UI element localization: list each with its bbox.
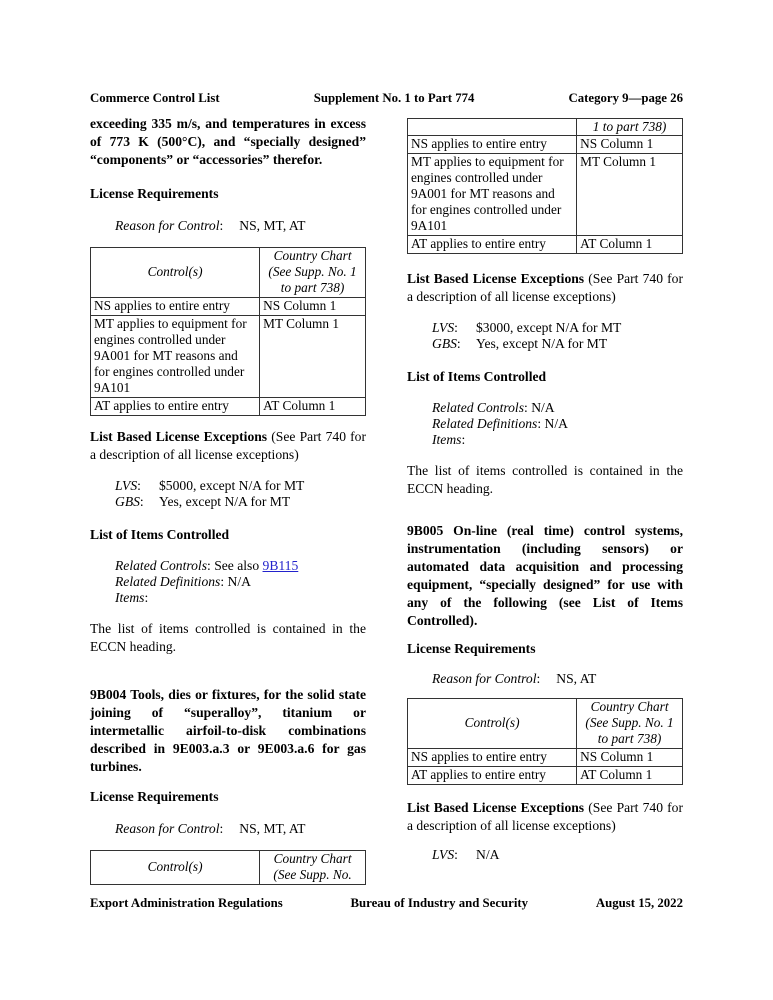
lvs-value: $5000, except N/A for MT: [159, 478, 305, 493]
lvs-key: [432, 320, 476, 336]
related-controls-line: [432, 400, 683, 416]
chart-cell: NS Column 1: [577, 749, 683, 767]
table-header-continuation-row: [408, 119, 683, 136]
colon: :: [456, 336, 461, 351]
eccn-9b003-heading-tail: exceeding 335 m/s, and temperatures in excess of 773 K (500°C), and “specially designed” “components” or “accessories” therefor.: [90, 116, 366, 167]
table-row: [91, 298, 366, 316]
table-row: [408, 154, 683, 236]
control-cell: NS applies to entire entry: [408, 136, 577, 154]
control-cell: AT applies to entire entry: [408, 236, 577, 254]
eccn-9b004-heading: 9B004 Tools, dies or fixtures, for the solid state joining of “superalloy”, titanium or intermetallic airfoil-to-disk combinations described in 9E003.a.3 or 9E003.a.6 for gas turbines.: [90, 687, 366, 774]
list-items-heading-9b003: List of Items Controlled: [90, 527, 230, 542]
lvs-row: [432, 320, 683, 336]
items-line: [432, 432, 683, 448]
control-chart-table-9b004-part2: [407, 118, 683, 254]
colon: :: [220, 574, 225, 589]
control-cell: AT applies to entire entry: [408, 767, 577, 785]
table-header-row: [91, 851, 366, 885]
related-definitions-line: [432, 416, 683, 432]
colon: :: [536, 671, 541, 686]
chart-cell: AT Column 1: [577, 236, 683, 254]
license-requirements-heading-9b005: License Requirements: [407, 641, 536, 656]
related-controls-line: [115, 558, 366, 574]
reason-for-control-9b003: [90, 217, 366, 235]
control-chart-table-9b005: [407, 698, 683, 785]
table-header-row: [91, 248, 366, 298]
control-cell: NS applies to entire entry: [408, 749, 577, 767]
related-definitions-label: Related Definitions: [432, 416, 538, 431]
gbs-row: [432, 336, 683, 352]
colon: :: [219, 821, 224, 836]
closing-paragraph-9b003: The list of items controlled is contained in the ECCN heading.: [90, 621, 366, 654]
colon: :: [537, 416, 542, 431]
colon: :: [454, 320, 458, 335]
empty-header-cell: [408, 119, 577, 136]
footer-regulations: Export Administration Regulations: [90, 896, 283, 910]
reason-value: NS, AT: [556, 671, 597, 686]
license-exceptions-note-9b003: [90, 428, 366, 464]
controls-column-header: Control(s): [408, 699, 577, 749]
lvs-label: LVS: [432, 847, 455, 862]
table-row: [91, 316, 366, 398]
license-exceptions-rest: (See Part 740 for a description of all license exceptions): [90, 429, 367, 462]
license-requirements-heading-9b004: License Requirements: [90, 789, 219, 804]
related-controls-label: Related Controls: [115, 558, 208, 573]
table-row: [408, 749, 683, 767]
reason-value: NS, MT, AT: [239, 218, 306, 233]
right-column: [407, 115, 683, 863]
license-exceptions-title: List Based License Exceptions: [90, 429, 268, 444]
license-exceptions-note-9b005: [407, 799, 683, 835]
control-cell: AT applies to entire entry: [91, 398, 260, 416]
license-exception-values-9b005: [407, 847, 683, 863]
chart-cell: NS Column 1: [577, 136, 683, 154]
eccn-link[interactable]: 9B115: [262, 558, 299, 573]
license-exceptions-note-9b004: [407, 270, 683, 306]
chart-cell: MT Column 1: [260, 316, 366, 398]
eccn-9b005-heading: 9B005 On-line (real time) control systems, instrumentation (including sensors) or automated data acquisition and processing equipment, “specially designed” for use with any of the following (see List of Items Controlled).: [407, 523, 683, 628]
page-header: [90, 91, 683, 105]
table-row: [91, 398, 366, 416]
gbs-label: GBS: [115, 494, 140, 509]
controls-column-header: Control(s): [91, 851, 260, 885]
license-exceptions-rest: (See Part 740 for a description of all license exceptions): [407, 271, 684, 304]
related-definitions-label: Related Definitions: [115, 574, 221, 589]
related-controls-value: N/A: [531, 400, 555, 415]
reason-label: Reason for Control: [115, 821, 220, 836]
gbs-row: [115, 494, 366, 510]
lvs-row: [432, 847, 683, 863]
control-cell: NS applies to entire entry: [91, 298, 260, 316]
lvs-label: LVS: [115, 478, 138, 493]
colon: :: [207, 558, 211, 573]
chart-cell: MT Column 1: [577, 154, 683, 236]
items-label: Items: [115, 590, 145, 605]
colon: :: [139, 494, 144, 509]
related-definitions-value: N/A: [227, 574, 251, 589]
related-controls-label: Related Controls: [432, 400, 525, 415]
related-block-9b004: [407, 400, 683, 448]
lvs-label: LVS: [432, 320, 455, 335]
page-footer: [90, 896, 683, 910]
table-header-row: [408, 699, 683, 749]
footer-date: August 15, 2022: [595, 896, 683, 910]
country-chart-column-header: Country Chart (See Supp. No. 1 to part 738): [577, 699, 683, 749]
table-row: [408, 767, 683, 785]
table-row: [408, 236, 683, 254]
lvs-value: $3000, except N/A for MT: [476, 320, 622, 335]
colon: :: [219, 218, 224, 233]
header-category-page: Category 9—page 26: [568, 91, 683, 105]
reason-value: NS, MT, AT: [239, 821, 306, 836]
country-chart-column-header: Country Chart (See Supp. No.: [260, 851, 366, 885]
lvs-key: [115, 478, 159, 494]
related-definitions-line: [115, 574, 366, 590]
items-label: Items: [432, 432, 462, 447]
related-definitions-value: N/A: [544, 416, 568, 431]
license-exceptions-title: List Based License Exceptions: [407, 271, 585, 286]
reason-label: Reason for Control: [115, 218, 220, 233]
list-items-heading-9b004: List of Items Controlled: [407, 369, 547, 384]
gbs-value: Yes, except N/A for MT: [476, 336, 608, 351]
license-exception-values-9b004: [407, 320, 683, 352]
colon: :: [144, 590, 149, 605]
left-column: [90, 115, 366, 885]
control-cell: MT applies to equipment for engines controlled under 9A001 for MT reasons and for engines controlled under 9A101: [91, 316, 260, 398]
lvs-row: [115, 478, 366, 494]
related-block-9b003: [90, 558, 366, 606]
reason-for-control-9b005: [407, 670, 683, 688]
lvs-key: [432, 847, 476, 863]
reason-for-control-9b004: [90, 820, 366, 838]
gbs-key: [115, 494, 159, 510]
reason-label: Reason for Control: [432, 671, 537, 686]
license-exceptions-title: List Based License Exceptions: [407, 800, 585, 815]
colon: :: [454, 847, 458, 862]
header-document-title: Commerce Control List: [90, 91, 220, 105]
colon: :: [137, 478, 141, 493]
lvs-value: N/A: [476, 847, 500, 862]
license-requirements-heading-9b003: License Requirements: [90, 186, 219, 201]
country-chart-header-continuation: 1 to part 738): [577, 119, 683, 136]
gbs-label: GBS: [432, 336, 457, 351]
chart-cell: AT Column 1: [577, 767, 683, 785]
closing-paragraph-9b004: The list of items controlled is contained in the ECCN heading.: [407, 463, 683, 496]
header-supplement: Supplement No. 1 to Part 774: [313, 91, 475, 105]
footer-bureau: Bureau of Industry and Security: [350, 896, 529, 910]
control-chart-table-9b004-part1: [90, 850, 366, 885]
items-line: [115, 590, 366, 606]
related-controls-text: See also: [210, 558, 263, 573]
gbs-value: Yes, except N/A for MT: [159, 494, 291, 509]
country-chart-column-header: Country Chart (See Supp. No. 1 to part 738): [260, 248, 366, 298]
controls-column-header: Control(s): [91, 248, 260, 298]
control-cell: MT applies to equipment for engines controlled under 9A001 for MT reasons and for engines controlled under 9A101: [408, 154, 577, 236]
license-exception-values-9b003: [90, 478, 366, 510]
colon: :: [461, 432, 466, 447]
chart-cell: AT Column 1: [260, 398, 366, 416]
chart-cell: NS Column 1: [260, 298, 366, 316]
table-row: [408, 136, 683, 154]
colon: :: [524, 400, 528, 415]
control-chart-table-9b003: [90, 247, 366, 416]
license-exceptions-rest: (See Part 740 for a description of all license exceptions): [407, 800, 684, 833]
gbs-key: [432, 336, 476, 352]
